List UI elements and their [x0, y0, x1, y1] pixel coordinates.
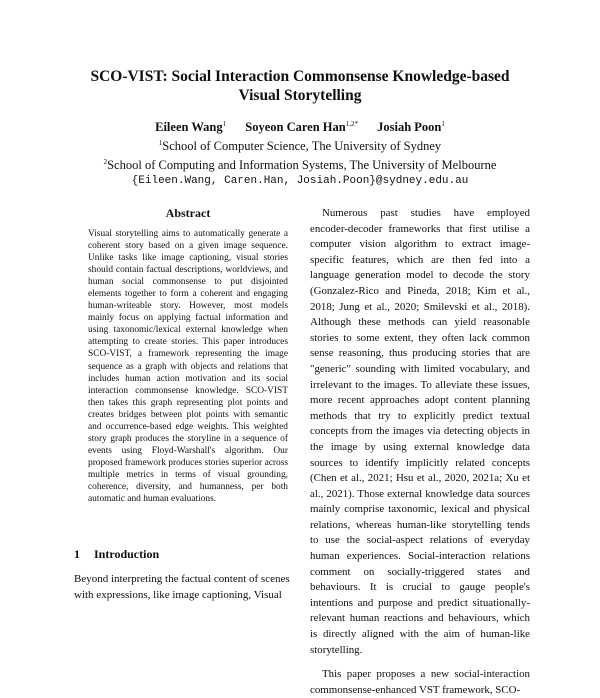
section-title: Introduction	[94, 547, 160, 561]
paper-title	[40, 67, 560, 105]
author-3	[377, 120, 445, 134]
affiliation-2-sup: 2	[103, 158, 108, 167]
right-column-text	[310, 206, 530, 698]
title-line-1: SCO-VIST: Social Interaction Commonsense Knowledge-based	[90, 68, 510, 85]
author-3-sup: 1	[441, 120, 445, 128]
author-2	[245, 120, 358, 134]
author-names	[40, 116, 560, 135]
author-emails: {Eileen.Wang, Caren.Han, Josiah.Poon}@sydney.edu.au	[131, 175, 469, 188]
affiliation-2-text: School of Computing and Information Systems, The University of Melbourne	[107, 158, 497, 173]
affiliation-1-text: School of Computer Science, The University of Sydney	[162, 139, 442, 154]
section-heading-introduction	[74, 547, 159, 562]
author-2-name: Soyeon Caren Han	[245, 120, 346, 135]
right-paragraph-2: This paper proposes a new social-interaction commonsense-enhanced VST framework, SCO-	[310, 668, 530, 696]
author-2-sup: 1,2*	[345, 120, 358, 128]
author-3-name: Josiah Poon	[377, 120, 442, 135]
right-paragraph-1: Numerous past studies have employed encoder-decoder frameworks that first utilise a computer vision algorithm to extract image-specific features, which are then fed into a language generation model to decode the story (Gonzalez-Rico and Pineda, 2018; Kim et al., 2018; Jung et al., 2020; Smilevski et al., 2018). Although these methods can yield reasonable stories to some extent, they often lack common sense reasoning, thus producing stories that are "generic" sounding with limited vocabulary, and irrelevant to the images. To alleviate these issues, more recent approaches adopt content planning methods that try to explicitly predict textual concepts from the images via detecting objects in the image by using external knowledge data sources to identify implicitly related concepts (Chen et al., 2021; Hsu et al., 2020, 2021a; Xu et al., 2021). Those external knowledge data sources mainly comprise taxonomic, lexical and physical relations, whereas human-like storytelling tends to use the social-aspect relations of everyday human experiences. Social-interaction relations comment on socially-triggered states and behaviours. It is crucial to gauge people's intentions and purpose and predict situationally-relevant human reactions and behaviours, which is directly aligned with the aim of human-like storytelling.	[310, 207, 530, 656]
author-1-sup: 1	[222, 120, 227, 128]
affiliation-2	[40, 154, 560, 173]
author-block	[40, 116, 560, 189]
author-1-name: Eileen Wang	[155, 120, 223, 135]
introduction-left-text	[74, 572, 299, 603]
title-line-2: Visual Storytelling	[238, 87, 362, 104]
author-1	[155, 120, 226, 134]
left-body-line-1: Beyond interpreting the factual content of scenes	[74, 573, 290, 585]
abstract-text: Visual storytelling aims to automatically generate a coherent story based on a given image sequence. Unlike tasks like image captioning, visual stories should contain factual descriptions, worldviews, and human social commonsense to put disjointed elements together to form a coherent and engaging human-writeable story. However, most models mainly focus on applying factual information and using taxonomic/lexical external knowledge when attempting to create stories. This paper introduces SCO-VIST, a framework representing the image sequence as a graph with objects and relations that includes human action motivation and its social interaction commonsense knowledge. SCO-VIST then takes this graph representing plot points and creates bridges between plot points with semantic and occurrence-based edge weights. This weighted story graph produces the storyline in a sequence of events using Floyd-Warshall's algorithm. Our proposed framework produces stories superior across multiple metrics in terms of visual grounding, coherence, diversity, and humanness, per both automatic and human evaluations.	[88, 229, 288, 505]
left-body-line-2: with expressions, like image captioning, Visual	[74, 588, 282, 601]
abstract-heading: Abstract	[165, 206, 211, 220]
affiliation-1	[40, 135, 560, 154]
section-number: 1	[74, 547, 80, 561]
affiliation-1-sup: 1	[158, 139, 163, 148]
